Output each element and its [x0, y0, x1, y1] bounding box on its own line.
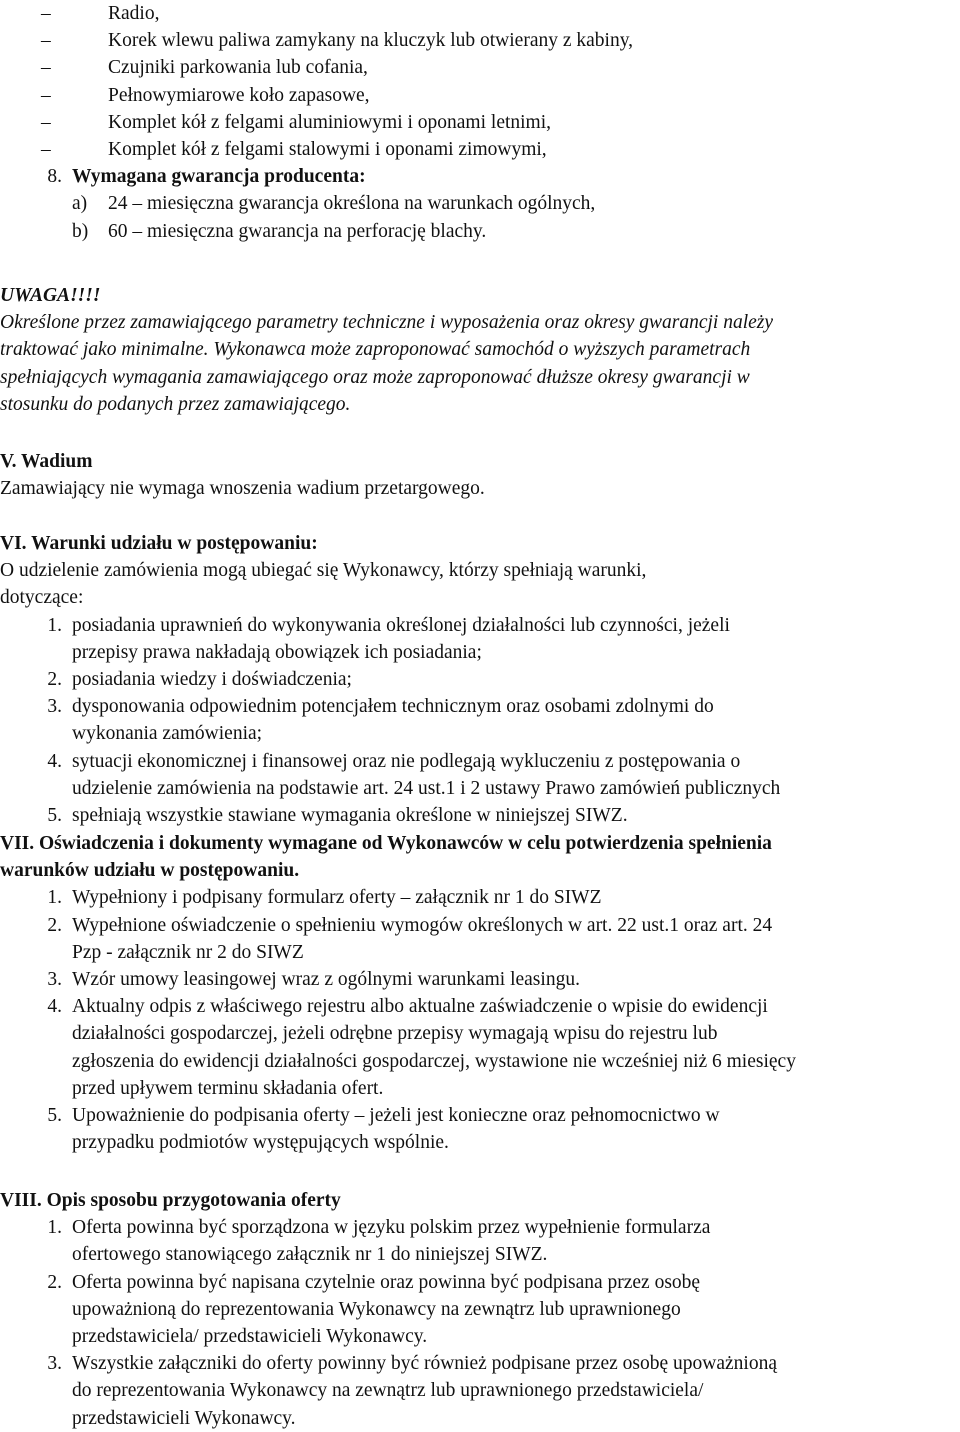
list-item-continuation: do reprezentowania Wykonawcy na zewnątrz lub uprawnionego przedstawiciela/ — [72, 1380, 704, 1402]
opis-section — [0, 1187, 956, 1432]
intro-line: dotyczące: — [0, 587, 84, 609]
oswiadczenia-section — [0, 830, 956, 1156]
list-item: 3. Wszystkie załączniki do oferty powinny być również podpisane przez osobę upoważnioną — [47, 1353, 778, 1375]
list-item: – Pełnowymiarowe koło zapasowe, — [41, 84, 370, 106]
list-item: 1. Wypełniony i podpisany formularz oferty – załącznik nr 1 do SIWZ — [47, 887, 602, 909]
list-item: 2. posiadania wiedzy i doświadczenia; — [47, 668, 352, 690]
uwaga-section — [0, 282, 956, 418]
list-item: – Komplet kół z felgami stalowymi i oponami zimowymi, — [41, 138, 547, 160]
list-item-continuation: Pzp - załącznik nr 2 do SIWZ — [72, 941, 304, 963]
list-item-continuation: przedstawiciela/ przedstawicieli Wykonawcy. — [72, 1325, 428, 1347]
list-item-continuation: przedstawicieli Wykonawcy. — [72, 1407, 296, 1429]
section-title: VIII. Opis sposobu przygotowania oferty — [0, 1190, 341, 1211]
uwaga-line: stosunku do podanych przez zamawiającego. — [0, 393, 351, 415]
uwaga-title: UWAGA!!!! — [0, 285, 101, 306]
uwaga-line: spełniających wymagania zamawiającego oraz może zaproponować dłuższe okresy gwarancji w — [0, 366, 750, 388]
list-item: – Komplet kół z felgami aluminiowymi i oponami letnimi, — [41, 111, 552, 133]
list-item: 4. Aktualny odpis z właściwego rejestru albo aktualne zaświadczenie o wpisie do ewidencji — [47, 996, 768, 1018]
list-item: – Czujniki parkowania lub cofania, — [41, 57, 368, 79]
wadium-section — [0, 448, 956, 502]
list-item: 3. dysponowania odpowiednim potencjałem technicznym oraz osobami zdolnymi do — [47, 696, 714, 718]
equipment-list — [0, 0, 956, 245]
list-item-continuation: upoważnioną do reprezentowania Wykonawcy na zewnątrz lub uprawnionego — [72, 1298, 681, 1320]
list-item: 1. posiadania uprawnień do wykonywania określonej działalności lub czynności, jeżeli — [47, 614, 730, 636]
list-item: 1. Oferta powinna być sporządzona w języku polskim przez wypełnienie formularza — [47, 1217, 711, 1239]
list-item-continuation: przypadku podmiotów występujących wspólnie. — [72, 1132, 449, 1154]
list-item: 2. Oferta powinna być napisana czytelnie oraz powinna być podpisana przez osobę — [47, 1271, 701, 1293]
list-item-continuation: działalności gospodarczej, jeżeli odrębne przepisy wymagają wpisu do rejestru lub — [72, 1023, 718, 1045]
warunki-section — [0, 530, 956, 829]
uwaga-line: Określone przez zamawiającego parametry techniczne i wyposażenia oraz okresy gwarancji należy — [0, 312, 774, 334]
list-item-continuation: przepisy prawa nakładają obowiązek ich posiadania; — [72, 641, 482, 663]
section-title: V. Wadium — [0, 451, 93, 472]
list-item: – Radio, — [41, 3, 160, 24]
list-item: a) 24 – miesięczna gwarancja określona na warunkach ogólnych, — [72, 193, 596, 215]
uwaga-line: traktować jako minimalne. Wykonawca może zaproponować samochód o wyższych parametrach — [0, 339, 751, 361]
list-item-continuation: udzielenie zamówienia na podstawie art. 24 ust.1 i 2 ustawy Prawo zamówień publicznych — [72, 777, 781, 799]
section-title: warunków udziału w postępowaniu. — [0, 860, 300, 882]
warranty-heading: 8. Wymagana gwarancja producenta: — [47, 166, 366, 188]
list-item: 3. Wzór umowy leasingowej wraz z ogólnymi warunkami leasingu. — [47, 968, 580, 990]
list-item-continuation: przed upływem terminu składania ofert. — [72, 1077, 384, 1099]
wadium-text: Zamawiający nie wymaga wnoszenia wadium przetargowego. — [0, 478, 485, 500]
section-title: VII. Oświadczenia i dokumenty wymagane od Wykonawców w celu potwierdzenia spełnienia — [0, 833, 772, 854]
list-item: 5. Upoważnienie do podpisania oferty – jeżeli jest konieczne oraz pełnomocnictwo w — [47, 1104, 720, 1126]
list-item-continuation: zgłoszenia do ewidencji działalności gospodarczej, wystawione nie wcześniej niż 6 miesięcy — [72, 1050, 796, 1072]
list-item-continuation: ofertowego stanowiącego załącznik nr 1 do niniejszej SIWZ. — [72, 1244, 548, 1266]
section-title: VI. Warunki udziału w postępowaniu: — [0, 533, 318, 554]
list-item-continuation: wykonania zamówienia; — [72, 723, 263, 745]
list-item: 5. spełniają wszystkie stawiane wymagania określone w niniejszej SIWZ. — [47, 804, 628, 826]
intro-line: O udzielenie zamówienia mogą ubiegać się Wykonawcy, którzy spełniają warunki, — [0, 560, 647, 582]
list-item: b) 60 – miesięczna gwarancja na perforację blachy. — [72, 220, 487, 242]
list-item: 2. Wypełnione oświadczenie o spełnieniu wymogów określonych w art. 22 ust.1 oraz art. 24 — [47, 914, 773, 936]
list-item: 4. sytuacji ekonomicznej i finansowej oraz nie podlegają wykluczeniu z postępowania o — [47, 750, 741, 772]
list-item: – Korek wlewu paliwa zamykany na kluczyk lub otwierany z kabiny, — [41, 30, 634, 52]
